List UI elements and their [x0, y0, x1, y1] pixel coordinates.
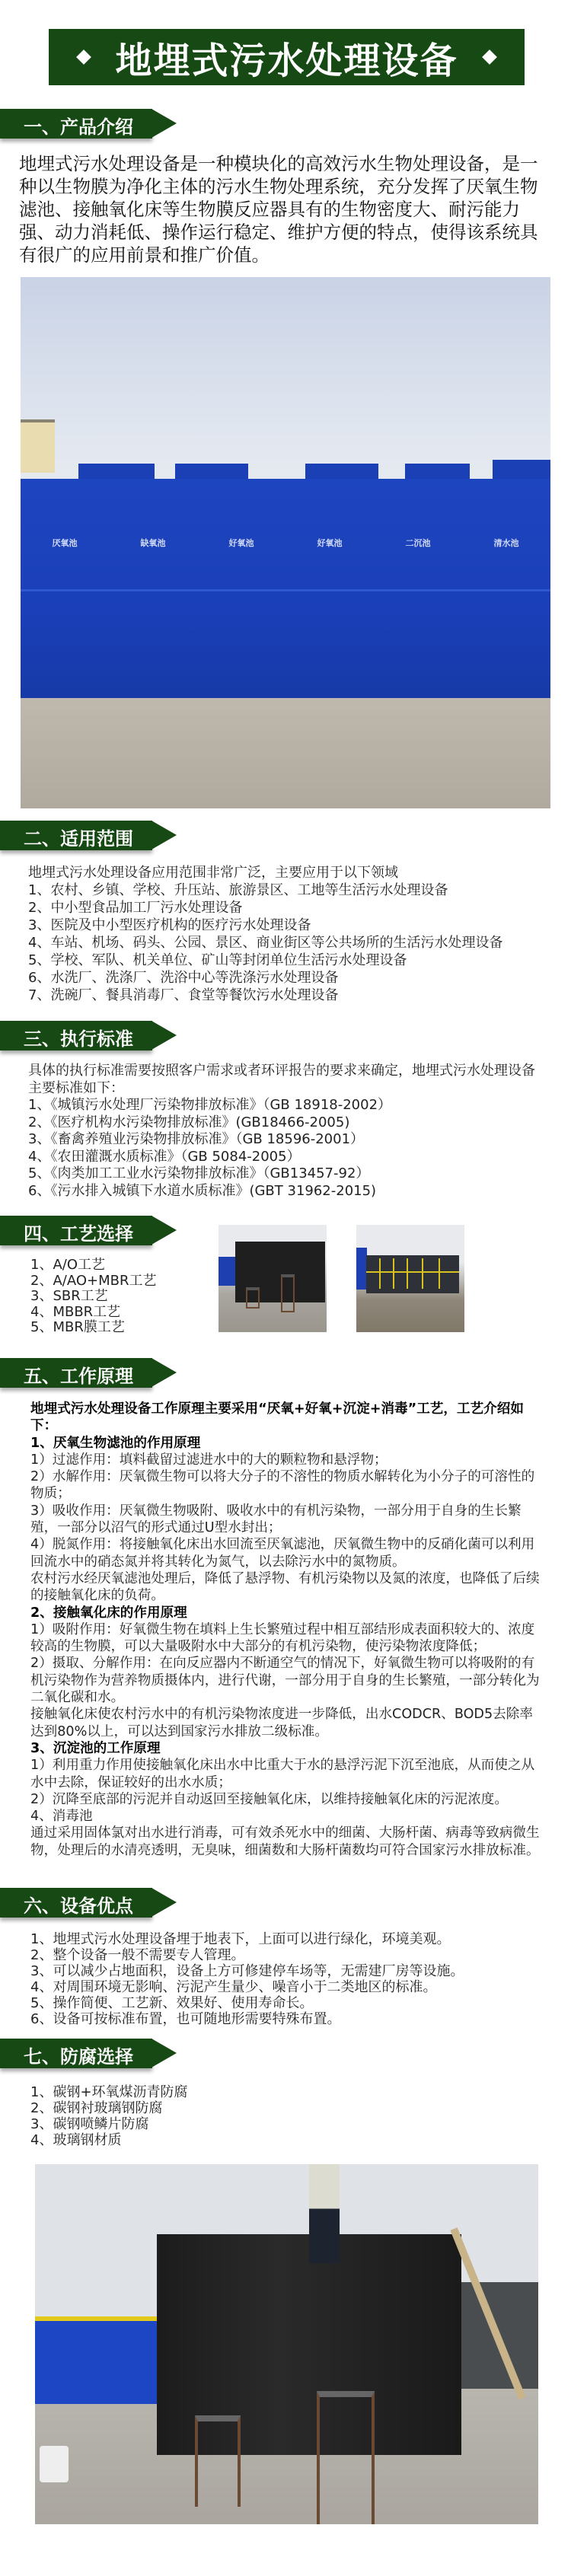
- list-item: 5、MBR膜工艺: [30, 1319, 125, 1335]
- list-item: 3、医院及中小型医疗机构的医疗污水处理设备: [28, 917, 311, 933]
- list-item: 1、地埋式污水处理设备埋于地表下，上面可以进行绿化，环境美观。: [30, 1931, 451, 1947]
- subheading: 1、厌氧生物滤池的作用原理: [30, 1435, 201, 1451]
- advantages-list: [30, 1931, 548, 2027]
- list-item: 1、碳钢+环氧煤沥青防腐: [30, 2084, 188, 2100]
- list-item: 4、《农田灌溉水质标准》（GB 5084-2005）: [28, 1148, 301, 1165]
- list-item: 5、学校、军队、机关单位、矿山等封闭单位生活污水处理设备: [28, 952, 407, 968]
- paragraph: 1）过滤作用：填料截留过滤进水中的大的颗粒物和悬浮物；: [30, 1452, 388, 1468]
- diamond-icon: [77, 49, 92, 65]
- list-item: 5、《肉类加工工业水污染物排放标准》（GB13457-92）: [28, 1165, 370, 1181]
- tank-labels: 厌氧池 缺氧池 好氧池 好氧池 二沉池 清水池: [52, 538, 519, 548]
- paragraph: 农村污水经厌氧滤池处理后，降低了悬浮物、有机污染物以及氮的浓度，也降低了后续的接触氧化床的负荷。: [30, 1570, 540, 1604]
- process-photo-grey-tank: [356, 1225, 464, 1332]
- section-heading: 一、产品介绍: [24, 116, 133, 138]
- section-heading: 二、适用范围: [24, 828, 133, 850]
- principle-body: [30, 1401, 542, 1859]
- list-item: 4、车站、机场、码头、公园、景区、商业街区等公共场所的生活污水处理设备: [28, 935, 503, 951]
- list-item: 2、碳钢衬玻璃钢防腐: [30, 2100, 163, 2116]
- paragraph: 2）水解作用：厌氧微生物可以将大分子的不溶性的物质水解转化为小分子的可溶性的物质；: [30, 1469, 535, 1502]
- paragraph: 4）脱氮作用：将接触氧化床出水回流至厌氧滤池，厌氧微生物中的反硝化菌可以利用回流水中的硝态氮并将其转化为氮气，以去除污水中的氮物质。: [30, 1537, 535, 1570]
- list-item: 3、SBR工艺: [30, 1288, 108, 1304]
- list-item: 2、整个设备一般不需要专人管理。: [30, 1947, 245, 1963]
- list-item: 1、《城镇污水处理厂污染物排放标准》（GB 18918-2002）: [28, 1097, 392, 1113]
- intro-paragraph: 地埋式污水处理设备是一种模块化的高效污水生物处理设备，是一种以生物膜为净化主体的污水生物处理系统，充分发挥了厌氧生物滤池、接触氧化床等生物膜反应器具有的生物密度大、耐污能力强、动力消耗低、操作运行稳定、维护方便的特点，使得该系统具有很广的应用前景和推广价值。: [19, 153, 538, 266]
- paragraph: 2）沉降至底部的污泥并自动返回至接触氧化床，以维持接触氧化床的污泥浓度。: [30, 1791, 508, 1807]
- section-header-anticorrosion: [0, 2039, 179, 2068]
- scope-list: [28, 864, 546, 1004]
- list-item: 5、操作简便、工艺新、效果好、使用寿命长。: [30, 1995, 314, 2011]
- list-item: 4、对周围环境无影响、污泥产生量少、噪音小于二类地区的标准。: [30, 1979, 437, 1995]
- paragraph: 2）摄取、分解作用：在向反应器内不断通空气的情况下，好氧微生物可以将吸附的有机污染物作为营养物质摄体内，进行代谢，一部分用于自身的生长繁殖，一部分转化为二氧化碳和水。: [30, 1656, 540, 1706]
- diamond-icon: [482, 49, 497, 65]
- list-item: 6、水洗厂、洗涤厂、洗浴中心等洗涤污水处理设备: [28, 970, 339, 986]
- page-title: 地埋式污水处理设备: [115, 39, 458, 82]
- product-photo-blue-tank: [21, 277, 550, 808]
- paragraph: 接触氧化床使农村污水中的有机污染物浓度进一步降低，出水CODCR、BOD5去除率达到80%以上，可以达到国家污水排放二级标准。: [30, 1707, 533, 1739]
- section-header-intro: [0, 109, 179, 139]
- section-header-advantages: [0, 1888, 179, 1918]
- list-item: 1、A/O工艺: [30, 1257, 105, 1273]
- paragraph: 1）吸附作用：好氧微生物在填料上生长繁殖过程中相互部结形成表面积较大的、浓度较高的生物膜，可以大量吸附水中大部分的有机污染物，使污染物浓度降低；: [30, 1621, 535, 1655]
- subheading: 3、沉淀池的工作原理: [30, 1740, 161, 1756]
- anticorrosion-list: [30, 2084, 548, 2148]
- section-header-principle: [0, 1358, 179, 1388]
- list-item: 4、MBBR工艺: [30, 1303, 121, 1320]
- list-item: 主要标准如下：: [28, 1079, 124, 1096]
- paragraph: 1）利用重力作用使接触氧化床出水中比重大于水的悬浮污泥下沉至池底，从而使之从水中去除，保证较好的出水水质；: [30, 1758, 535, 1790]
- process-list: [30, 1258, 183, 1336]
- process-photo-black-tank: [219, 1225, 327, 1332]
- section-heading: 五、工作原理: [24, 1366, 133, 1387]
- list-item: 3、可以减少占地面积，设备上方可修建停车场等，无需建厂房等设施。: [30, 1963, 464, 1979]
- list-item: 2、A/AO+MBR工艺: [30, 1272, 157, 1289]
- section-header-process: [0, 1216, 179, 1245]
- section-heading: 三、执行标准: [24, 1028, 133, 1050]
- section-heading: 七、防腐选择: [24, 2046, 133, 2067]
- list-item: 2、中小型食品加工厂污水处理设备: [28, 900, 243, 916]
- paragraph: 4、消毒池: [30, 1809, 93, 1825]
- list-item: 地埋式污水处理设备应用范围非常广泛，主要应用于以下领域: [28, 865, 398, 881]
- title-banner: [49, 29, 525, 85]
- subheading: 2、接触氧化床的作用原理: [30, 1605, 187, 1621]
- list-item: 2、《医疗机构水污染物排放标准》(GB18466-2005): [28, 1114, 350, 1130]
- list-item: 1、农村、乡镇、学校、升压站、旅游景区、工地等生活污水处理设备: [28, 882, 448, 898]
- list-item: 具体的执行标准需要按照客户需求或者环评报告的要求来确定，地埋式污水处理设备: [28, 1063, 535, 1079]
- paragraph: 通过采用固体氯对出水进行消毒，可有效杀死水中的细菌、大肠杆菌、病毒等致病微生物，处理后的水清亮透明，无臭味，细菌数和大肠杆菌数均可符合国家污水排放标准。: [30, 1825, 540, 1858]
- list-item: 6、设备可按标准布置，也可随地形需要特殊布置。: [30, 2011, 341, 2027]
- section-header-scope: [0, 821, 179, 850]
- list-item: 3、《畜禽养殖业污染物排放标准》（GB 18596-2001）: [28, 1131, 365, 1147]
- section-heading: 六、设备优点: [24, 1895, 133, 1917]
- paragraph: 3）吸收作用：厌氧微生物吸附、吸收水中的有机污染物，一部分用于自身的生长繁殖，一部分以沼气的形式通过U型水封出；: [30, 1503, 522, 1536]
- section-heading: 四、工艺选择: [24, 1223, 133, 1245]
- list-item: 6、《污水排入城镇下水道水质标准》(GBT 31962-2015): [28, 1182, 377, 1199]
- anticorrosion-photo: [35, 2164, 538, 2524]
- standards-list: [28, 1063, 546, 1200]
- list-item: 4、玻璃钢材质: [30, 2132, 122, 2148]
- section-header-standards: [0, 1021, 179, 1050]
- list-item: 3、碳钢喷鳞片防腐: [30, 2116, 149, 2132]
- principle-intro: 地埋式污水处理设备工作原理主要采用“厌氧+好氧+沉淀+消毒”工艺，工艺介绍如下：: [30, 1401, 524, 1434]
- list-item: 7、洗碗厂、餐具消毒厂、食堂等餐饮污水处理设备: [28, 987, 339, 1003]
